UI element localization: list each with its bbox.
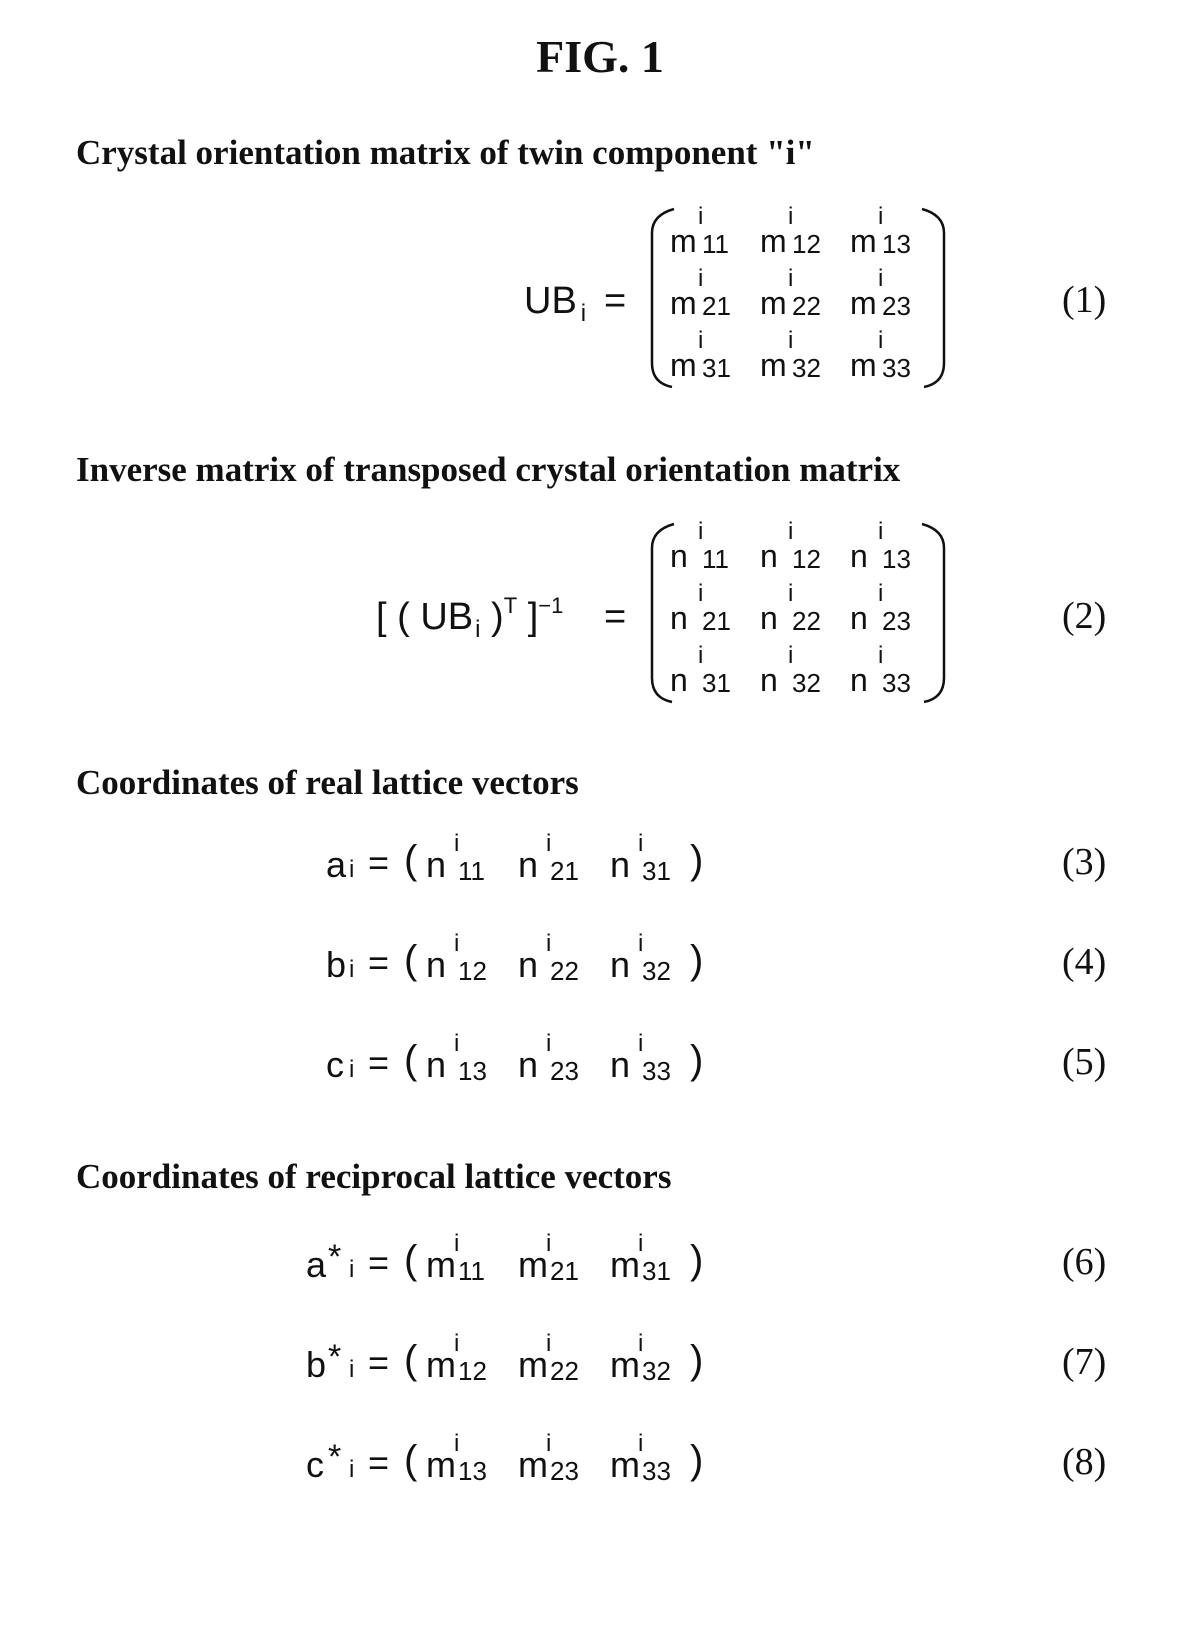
equation-number-1: (1)	[1062, 279, 1107, 321]
orientation-matrix-element-symbol: m	[760, 223, 787, 259]
vector-close-paren: )	[690, 938, 704, 982]
vector-component	[518, 930, 610, 986]
vector-equation	[306, 1230, 726, 1286]
vector-open-paren: (	[404, 838, 418, 882]
orientation-matrix-element	[760, 327, 852, 383]
inverse-matrix-element-symbol: n	[670, 538, 688, 574]
orientation-matrix	[648, 205, 948, 391]
orientation-matrix-element-symbol: m	[760, 347, 787, 383]
vector-component-superscript: i	[638, 930, 644, 957]
lhs-transpose-superscript: T	[503, 593, 518, 618]
vector-component	[610, 1030, 702, 1086]
vector-component	[518, 830, 610, 886]
vector-component-superscript: i	[638, 1430, 644, 1457]
vector-label: b	[326, 944, 347, 985]
orientation-matrix-element-symbol: m	[850, 285, 877, 321]
orientation-matrix-element-superscript: i	[878, 327, 884, 354]
vector-component-subscript: 32	[642, 1356, 671, 1386]
vector-component	[610, 1230, 702, 1286]
orientation-matrix-element-superscript: i	[698, 327, 704, 354]
vector-component-superscript: i	[638, 830, 644, 857]
orientation-matrix-element-subscript: 32	[792, 353, 821, 383]
orientation-matrix-element-symbol: m	[670, 347, 697, 383]
lhs-inverse-bracket: ]	[517, 596, 539, 638]
equation-number: (6)	[1062, 1241, 1107, 1283]
vector-component-symbol: n	[610, 1044, 631, 1085]
vector-component-symbol: m	[610, 1244, 640, 1285]
vector-component-superscript: i	[638, 1030, 644, 1057]
inverse-matrix-element-subscript: 11	[702, 544, 729, 574]
orientation-matrix-element	[760, 203, 852, 259]
vector-component-subscript: 23	[550, 1056, 579, 1086]
vector-component-symbol: n	[518, 1044, 539, 1085]
inverse-matrix-element-symbol: n	[850, 600, 868, 636]
vector-label: c	[326, 1044, 344, 1085]
vector-star: *	[328, 1438, 342, 1476]
vector-label-subscript: i	[349, 856, 355, 883]
vector-label: c	[306, 1444, 324, 1485]
vector-label-subscript: i	[349, 1456, 355, 1483]
inverse-matrix-element-symbol: n	[760, 538, 778, 574]
inverse-matrix-element-subscript: 21	[702, 606, 731, 636]
vector-equals-sign: =	[368, 1442, 390, 1483]
vector-component-symbol: m	[426, 1344, 456, 1385]
orientation-matrix-element-subscript: 13	[882, 229, 911, 259]
vector-component-symbol: m	[518, 1444, 548, 1485]
inverse-matrix-element-superscript: i	[698, 580, 704, 607]
vector-component-symbol: m	[518, 1344, 548, 1385]
inverse-matrix-element-symbol: n	[670, 662, 688, 698]
inverse-matrix	[648, 520, 948, 706]
figure-title: FIG. 1	[536, 31, 664, 82]
orientation-matrix-element	[850, 265, 942, 321]
vector-component-symbol: m	[426, 1444, 456, 1485]
orientation-matrix-element	[850, 327, 942, 383]
orientation-matrix-element	[670, 265, 762, 321]
lhs-inverse-superscript: −1	[538, 593, 564, 618]
orientation-matrix-element-subscript: 21	[702, 291, 731, 321]
vector-component-superscript: i	[546, 930, 552, 957]
lhs-inverse-subscript: i	[475, 616, 481, 643]
vector-component	[426, 1330, 518, 1386]
inverse-matrix-element-superscript: i	[878, 518, 884, 545]
orientation-matrix-element-symbol: m	[850, 223, 877, 259]
vector-open-paren: (	[404, 1438, 418, 1482]
vector-equation	[326, 930, 746, 986]
vector-component	[426, 1030, 518, 1086]
vector-component-superscript: i	[454, 830, 460, 857]
equals-sign-1: =	[604, 280, 627, 322]
vector-equals-sign: =	[368, 1042, 390, 1083]
vector-component-superscript: i	[546, 1330, 552, 1357]
heading-inverse-matrix: Inverse matrix of transposed crystal orientation matrix	[76, 450, 901, 489]
orientation-matrix-element	[670, 327, 762, 383]
vector-component	[518, 1230, 610, 1286]
vector-component-symbol: n	[518, 944, 539, 985]
vector-label: a	[306, 1244, 327, 1285]
orientation-matrix-element	[760, 265, 852, 321]
inverse-matrix-element	[760, 518, 852, 574]
vector-component-subscript: 31	[642, 1256, 671, 1286]
vector-component-subscript: 23	[550, 1456, 579, 1486]
orientation-matrix-element-superscript: i	[698, 265, 704, 292]
vector-component-subscript: 12	[458, 1356, 487, 1386]
vector-component	[426, 830, 518, 886]
inverse-matrix-element-superscript: i	[788, 642, 794, 669]
inverse-matrix-element	[850, 518, 942, 574]
vector-component-subscript: 33	[642, 1456, 671, 1486]
lhs-ub-subscript: i	[580, 300, 587, 327]
heading-orientation-matrix: Crystal orientation matrix of twin component "i"	[76, 133, 815, 172]
vector-star: *	[328, 1238, 342, 1276]
orientation-matrix-element-symbol: m	[670, 223, 697, 259]
equation-number: (4)	[1062, 941, 1107, 983]
orientation-matrix-element	[850, 203, 942, 259]
vector-open-paren: (	[404, 1338, 418, 1382]
inverse-matrix-element-superscript: i	[788, 518, 794, 545]
vector-label-subscript: i	[349, 1356, 355, 1383]
orientation-matrix-element	[670, 203, 762, 259]
orientation-matrix-element-symbol: m	[850, 347, 877, 383]
orientation-matrix-element-subscript: 23	[882, 291, 911, 321]
inverse-matrix-element	[760, 642, 852, 698]
inverse-matrix-element-subscript: 22	[792, 606, 821, 636]
vector-close-paren: )	[690, 1038, 704, 1082]
vector-component	[610, 1430, 702, 1486]
inverse-matrix-element-symbol: n	[670, 600, 688, 636]
orientation-matrix-element-superscript: i	[788, 327, 794, 354]
inverse-matrix-element-superscript: i	[788, 580, 794, 607]
vector-component-superscript: i	[546, 1430, 552, 1457]
vector-component-superscript: i	[546, 1030, 552, 1057]
orientation-matrix-element-superscript: i	[788, 203, 794, 230]
vector-open-paren: (	[404, 1238, 418, 1282]
vector-component-superscript: i	[546, 1230, 552, 1257]
vector-component-superscript: i	[638, 1230, 644, 1257]
vector-component-subscript: 33	[642, 1056, 671, 1086]
vector-component	[610, 830, 702, 886]
equals-sign-2: =	[604, 596, 627, 638]
vector-component-symbol: n	[610, 944, 631, 985]
vector-close-paren: )	[690, 1438, 704, 1482]
vector-component-superscript: i	[454, 1030, 460, 1057]
orientation-matrix-element-superscript: i	[878, 265, 884, 292]
orientation-matrix-element-subscript: 12	[792, 229, 821, 259]
vector-component-superscript: i	[454, 1230, 460, 1257]
inverse-matrix-element	[670, 518, 762, 574]
vector-component-subscript: 21	[550, 1256, 579, 1286]
inverse-matrix-element-subscript: 23	[882, 606, 911, 636]
lhs-inverse-transpose	[376, 593, 564, 643]
vector-component-subscript: 12	[458, 956, 487, 986]
vector-component	[610, 930, 702, 986]
vector-component-subscript: 11	[458, 856, 485, 886]
vector-component-subscript: 13	[458, 1056, 487, 1086]
orientation-matrix-element-symbol: m	[760, 285, 787, 321]
vector-equals-sign: =	[368, 1342, 390, 1383]
vector-component	[518, 1430, 610, 1486]
vector-component-subscript: 32	[642, 956, 671, 986]
orientation-matrix-element-superscript: i	[788, 265, 794, 292]
inverse-matrix-element-symbol: n	[850, 662, 868, 698]
vector-equation	[326, 830, 746, 886]
vector-component-symbol: m	[610, 1444, 640, 1485]
vector-component-subscript: 11	[458, 1256, 485, 1286]
vector-component	[426, 1430, 518, 1486]
lhs-inverse-open: [ ( UB	[376, 596, 474, 638]
vector-label-subscript: i	[349, 956, 355, 983]
vector-component-subscript: 13	[458, 1456, 487, 1486]
vector-component-superscript: i	[546, 830, 552, 857]
vector-label-subscript: i	[349, 1056, 355, 1083]
orientation-matrix-element-subscript: 22	[792, 291, 821, 321]
vector-close-paren: )	[690, 838, 704, 882]
vector-open-paren: (	[404, 938, 418, 982]
vector-equation	[306, 1330, 726, 1386]
vector-component	[518, 1330, 610, 1386]
vector-equals-sign: =	[368, 842, 390, 883]
inverse-matrix-element-subscript: 13	[882, 544, 911, 574]
vector-component-subscript: 21	[550, 856, 579, 886]
vector-equals-sign: =	[368, 942, 390, 983]
vector-star: *	[328, 1338, 342, 1376]
vector-component-symbol: n	[426, 944, 447, 985]
lhs-ub-i	[524, 280, 587, 327]
inverse-matrix-element-superscript: i	[878, 642, 884, 669]
vector-label: a	[326, 844, 347, 885]
inverse-matrix-element-subscript: 32	[792, 668, 821, 698]
vector-component-superscript: i	[454, 930, 460, 957]
vector-component-superscript: i	[454, 1430, 460, 1457]
inverse-matrix-element-superscript: i	[698, 518, 704, 545]
vector-component-superscript: i	[454, 1330, 460, 1357]
inverse-matrix-element	[850, 580, 942, 636]
equation-number: (5)	[1062, 1041, 1107, 1083]
vector-open-paren: (	[404, 1038, 418, 1082]
vector-component-subscript: 22	[550, 956, 579, 986]
inverse-matrix-element-superscript: i	[878, 580, 884, 607]
orientation-matrix-element-symbol: m	[670, 285, 697, 321]
inverse-matrix-element	[670, 580, 762, 636]
vector-component-symbol: n	[426, 1044, 447, 1085]
heading-reciprocal-lattice: Coordinates of reciprocal lattice vectors	[76, 1157, 672, 1196]
vector-component-symbol: n	[610, 844, 631, 885]
vector-equation	[306, 1430, 726, 1486]
inverse-matrix-element-subscript: 12	[792, 544, 821, 574]
vector-equation	[326, 1030, 746, 1086]
vector-component-symbol: n	[426, 844, 447, 885]
equation-number: (3)	[1062, 841, 1107, 883]
orientation-matrix-element-subscript: 33	[882, 353, 911, 383]
inverse-matrix-element-symbol: n	[760, 662, 778, 698]
inverse-matrix-element	[850, 642, 942, 698]
vector-close-paren: )	[690, 1338, 704, 1382]
equation-number: (8)	[1062, 1441, 1107, 1483]
equation-number: (7)	[1062, 1341, 1107, 1383]
vector-component	[426, 1230, 518, 1286]
orientation-matrix-element-superscript: i	[878, 203, 884, 230]
lhs-inverse-close: )	[480, 596, 504, 638]
vector-component-symbol: m	[518, 1244, 548, 1285]
orientation-matrix-element-subscript: 11	[702, 229, 729, 259]
vector-close-paren: )	[690, 1238, 704, 1282]
vector-equals-sign: =	[368, 1242, 390, 1283]
vector-component-superscript: i	[638, 1330, 644, 1357]
vector-component-subscript: 31	[642, 856, 671, 886]
inverse-matrix-element-superscript: i	[698, 642, 704, 669]
vector-label-subscript: i	[349, 1256, 355, 1283]
lhs-ub-label: UB	[524, 280, 577, 322]
vector-component	[426, 930, 518, 986]
inverse-matrix-element-subscript: 31	[702, 668, 731, 698]
vector-component	[518, 1030, 610, 1086]
inverse-matrix-element	[670, 642, 762, 698]
vector-component-symbol: n	[518, 844, 539, 885]
heading-real-lattice: Coordinates of real lattice vectors	[76, 763, 579, 802]
inverse-matrix-element-subscript: 33	[882, 668, 911, 698]
inverse-matrix-element-symbol: n	[760, 600, 778, 636]
vector-component-subscript: 22	[550, 1356, 579, 1386]
vector-component	[610, 1330, 702, 1386]
equation-number-2: (2)	[1062, 595, 1107, 637]
inverse-matrix-element	[760, 580, 852, 636]
orientation-matrix-element-subscript: 31	[702, 353, 731, 383]
inverse-matrix-element-symbol: n	[850, 538, 868, 574]
orientation-matrix-element-superscript: i	[698, 203, 704, 230]
vector-component-symbol: m	[426, 1244, 456, 1285]
vector-component-symbol: m	[610, 1344, 640, 1385]
vector-label: b	[306, 1344, 327, 1385]
